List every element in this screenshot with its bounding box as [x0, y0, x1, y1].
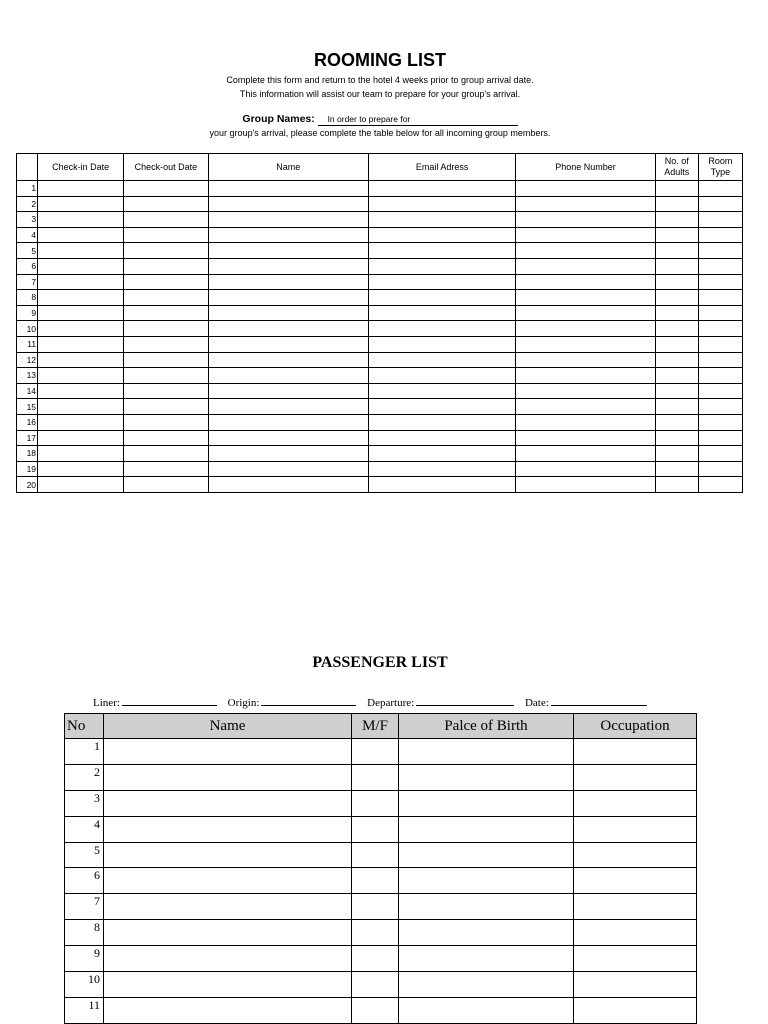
passenger-table-header: [65, 714, 697, 739]
rooming-cell[interactable]: [368, 414, 515, 430]
rooming-table-row: [17, 243, 743, 259]
rooming-cell[interactable]: [655, 477, 698, 493]
phone-number-header: Phone Number: [516, 154, 655, 181]
rooming-cell[interactable]: [516, 305, 655, 321]
rooming-cell[interactable]: [208, 461, 368, 477]
row-number: 3: [17, 212, 38, 228]
rooming-cell[interactable]: [208, 336, 368, 352]
occupation-header: Occupation: [574, 714, 697, 739]
rooming-cell[interactable]: [516, 446, 655, 462]
rooming-cell[interactable]: [208, 181, 368, 197]
row-number: 10: [17, 321, 38, 337]
rooming-table-row: [17, 181, 743, 197]
rooming-cell[interactable]: [698, 477, 742, 493]
name-header: Name: [104, 714, 352, 739]
passenger-cell[interactable]: [104, 920, 352, 946]
rooming-table: [16, 153, 743, 493]
rooming-cell[interactable]: [655, 196, 698, 212]
rooming-cell[interactable]: [208, 352, 368, 368]
row-number: 5: [17, 243, 38, 259]
passenger-cell[interactable]: [574, 946, 697, 972]
rooming-cell[interactable]: [124, 383, 208, 399]
passenger-cell[interactable]: [399, 868, 574, 894]
row-number: 15: [17, 399, 38, 415]
email-address-header: Email Adress: [368, 154, 515, 181]
rooming-table-row: [17, 305, 743, 321]
rooming-cell[interactable]: [516, 290, 655, 306]
rooming-cell[interactable]: [516, 383, 655, 399]
passenger-cell[interactable]: [399, 739, 574, 765]
passenger-table-row: [65, 920, 697, 946]
rooming-cell[interactable]: [516, 181, 655, 197]
passenger-cell[interactable]: [104, 790, 352, 816]
passenger-cell[interactable]: [399, 764, 574, 790]
rooming-table-row: [17, 430, 743, 446]
rooming-cell[interactable]: [368, 290, 515, 306]
row-number: 2: [65, 764, 104, 790]
rooming-cell[interactable]: [208, 446, 368, 462]
rooming-cell[interactable]: [368, 243, 515, 259]
rooming-cell[interactable]: [368, 274, 515, 290]
row-number: 7: [17, 274, 38, 290]
departure-field[interactable]: [416, 695, 514, 706]
rooming-table-row: [17, 290, 743, 306]
rooming-cell[interactable]: [516, 243, 655, 259]
group-names-field[interactable]: In order to prepare for: [318, 114, 518, 126]
rooming-table-row: [17, 336, 743, 352]
sex-header: M/F: [352, 714, 399, 739]
rooming-cell[interactable]: [368, 196, 515, 212]
rooming-cell[interactable]: [698, 196, 742, 212]
passenger-cell[interactable]: [104, 764, 352, 790]
rooming-cell[interactable]: [38, 212, 124, 228]
row-number: 8: [65, 920, 104, 946]
passenger-cell[interactable]: [399, 946, 574, 972]
date-label: Date:: [524, 697, 549, 709]
passenger-cell[interactable]: [574, 739, 697, 765]
rooming-cell[interactable]: [698, 336, 742, 352]
row-number: 7: [65, 894, 104, 920]
passenger-cell[interactable]: [352, 739, 399, 765]
passenger-cell[interactable]: [104, 972, 352, 998]
row-number: 14: [17, 383, 38, 399]
rooming-cell[interactable]: [368, 477, 515, 493]
rooming-table-row: [17, 196, 743, 212]
row-number: 4: [65, 816, 104, 842]
rooming-cell[interactable]: [124, 446, 208, 462]
place-of-birth-header: Palce of Birth: [399, 714, 574, 739]
rooming-table-row: [17, 321, 743, 337]
rooming-cell[interactable]: [655, 227, 698, 243]
rooming-cell[interactable]: [208, 258, 368, 274]
origin-label: Origin:: [227, 697, 260, 709]
rooming-table-row: [17, 368, 743, 384]
passenger-cell[interactable]: [104, 842, 352, 868]
passenger-meta-row: [93, 695, 655, 709]
rooming-cell[interactable]: [208, 290, 368, 306]
rooming-cell[interactable]: [124, 290, 208, 306]
rooming-cell[interactable]: [655, 352, 698, 368]
rooming-cell[interactable]: [655, 321, 698, 337]
rooming-cell[interactable]: [124, 258, 208, 274]
rooming-cell[interactable]: [124, 321, 208, 337]
rooming-cell[interactable]: [124, 227, 208, 243]
passenger-table-row: [65, 790, 697, 816]
passenger-cell[interactable]: [104, 739, 352, 765]
rooming-cell[interactable]: [698, 243, 742, 259]
rooming-cell[interactable]: [655, 414, 698, 430]
rooming-cell[interactable]: [698, 181, 742, 197]
departure-label: Departure:: [367, 697, 415, 709]
group-names-row: [0, 113, 760, 126]
number-of-adults-header: No. of Adults: [655, 154, 698, 181]
passenger-cell[interactable]: [352, 816, 399, 842]
rooming-cell[interactable]: [124, 461, 208, 477]
rooming-cell[interactable]: [124, 212, 208, 228]
rooming-cell[interactable]: [368, 461, 515, 477]
origin-field[interactable]: [261, 695, 356, 706]
row-number: 20: [17, 477, 38, 493]
passenger-table-row: [65, 972, 697, 998]
rooming-cell[interactable]: [698, 352, 742, 368]
passenger-cell[interactable]: [574, 868, 697, 894]
row-number: 17: [17, 430, 38, 446]
row-number: 1: [17, 181, 38, 197]
rooming-cell[interactable]: [38, 336, 124, 352]
rooming-cell[interactable]: [208, 243, 368, 259]
passenger-cell[interactable]: [352, 842, 399, 868]
rooming-instructions-line-1: Complete this form and return to the hotel 4 weeks prior to group arrival date.: [226, 75, 534, 85]
row-number: 19: [17, 461, 38, 477]
rooming-cell[interactable]: [516, 352, 655, 368]
rooming-cell[interactable]: [698, 258, 742, 274]
rooming-cell[interactable]: [655, 305, 698, 321]
rooming-cell[interactable]: [655, 383, 698, 399]
date-field[interactable]: [551, 695, 647, 706]
rooming-table-row: [17, 227, 743, 243]
passenger-cell[interactable]: [352, 997, 399, 1023]
rooming-cell[interactable]: [208, 414, 368, 430]
rooming-table-row: [17, 461, 743, 477]
group-names-label: Group Names:: [242, 113, 315, 125]
rooming-cell[interactable]: [655, 243, 698, 259]
row-number: 12: [17, 352, 38, 368]
liner-label: Liner:: [93, 697, 120, 709]
passenger-table-row: [65, 764, 697, 790]
rooming-cell[interactable]: [368, 212, 515, 228]
rooming-cell[interactable]: [698, 461, 742, 477]
rooming-cell[interactable]: [368, 336, 515, 352]
rooming-cell[interactable]: [38, 243, 124, 259]
rooming-table-row: [17, 383, 743, 399]
rooming-cell[interactable]: [368, 399, 515, 415]
rooming-cell[interactable]: [38, 305, 124, 321]
passenger-cell[interactable]: [574, 972, 697, 998]
passenger-cell[interactable]: [399, 972, 574, 998]
rooming-cell[interactable]: [516, 430, 655, 446]
passenger-cell[interactable]: [399, 920, 574, 946]
row-number: 11: [17, 336, 38, 352]
passenger-cell[interactable]: [352, 894, 399, 920]
row-number: 11: [65, 997, 104, 1023]
rooming-cell[interactable]: [208, 227, 368, 243]
passenger-cell[interactable]: [352, 946, 399, 972]
rooming-cell[interactable]: [124, 477, 208, 493]
rooming-cell[interactable]: [516, 414, 655, 430]
rooming-cell[interactable]: [208, 399, 368, 415]
passenger-table-row: [65, 997, 697, 1023]
rooming-instructions-line-2: This information will assist our team to prepare for your group's arrival.: [239, 89, 521, 99]
rooming-table-row: [17, 446, 743, 462]
rooming-cell[interactable]: [208, 305, 368, 321]
passenger-cell[interactable]: [399, 842, 574, 868]
rooming-cell[interactable]: [698, 446, 742, 462]
rooming-cell[interactable]: [38, 477, 124, 493]
rooming-cell[interactable]: [698, 274, 742, 290]
rooming-cell[interactable]: [368, 305, 515, 321]
passenger-table-row: [65, 868, 697, 894]
rooming-cell[interactable]: [124, 399, 208, 415]
rooming-cell[interactable]: [208, 430, 368, 446]
passenger-list-title: PASSENGER LIST: [312, 654, 448, 671]
rooming-cell[interactable]: [38, 258, 124, 274]
rooming-cell[interactable]: [368, 258, 515, 274]
rooming-table-row: [17, 477, 743, 493]
passenger-cell[interactable]: [352, 972, 399, 998]
rooming-cell[interactable]: [38, 399, 124, 415]
rooming-cell[interactable]: [655, 368, 698, 384]
row-number: 9: [17, 305, 38, 321]
row-number: 8: [17, 290, 38, 306]
rooming-cell[interactable]: [655, 336, 698, 352]
rooming-cell[interactable]: [698, 414, 742, 430]
rooming-cell[interactable]: [124, 196, 208, 212]
row-number: 6: [17, 258, 38, 274]
passenger-cell[interactable]: [574, 816, 697, 842]
rooming-cell[interactable]: [38, 352, 124, 368]
rooming-cell[interactable]: [516, 399, 655, 415]
rooming-cell[interactable]: [368, 181, 515, 197]
row-number-header: [17, 154, 38, 181]
passenger-table-row: [65, 816, 697, 842]
rooming-cell[interactable]: [38, 196, 124, 212]
rooming-table-header: [17, 154, 743, 181]
rooming-cell[interactable]: [38, 461, 124, 477]
rooming-table-row: [17, 212, 743, 228]
rooming-cell[interactable]: [516, 461, 655, 477]
rooming-cell[interactable]: [698, 321, 742, 337]
rooming-cell[interactable]: [124, 336, 208, 352]
rooming-cell[interactable]: [124, 181, 208, 197]
rooming-cell[interactable]: [38, 383, 124, 399]
rooming-cell[interactable]: [38, 274, 124, 290]
rooming-table-row: [17, 352, 743, 368]
passenger-cell[interactable]: [574, 894, 697, 920]
row-number: 10: [65, 972, 104, 998]
rooming-cell[interactable]: [698, 430, 742, 446]
check-in-date-header: Check-in Date: [38, 154, 124, 181]
rooming-cell[interactable]: [516, 321, 655, 337]
passenger-table-row: [65, 894, 697, 920]
rooming-cell[interactable]: [208, 383, 368, 399]
rooming-instructions-line-3: your group's arrival, please complete the table below for all incoming group members.: [209, 128, 551, 138]
passenger-cell[interactable]: [352, 868, 399, 894]
row-number: 16: [17, 414, 38, 430]
rooming-cell[interactable]: [516, 258, 655, 274]
rooming-cell[interactable]: [368, 352, 515, 368]
check-out-date-header: Check-out Date: [124, 154, 208, 181]
rooming-table-row: [17, 399, 743, 415]
rooming-cell[interactable]: [38, 430, 124, 446]
passenger-cell[interactable]: [574, 920, 697, 946]
rooming-cell[interactable]: [368, 321, 515, 337]
rooming-cell[interactable]: [208, 321, 368, 337]
rooming-cell[interactable]: [124, 243, 208, 259]
row-number: 4: [17, 227, 38, 243]
rooming-cell[interactable]: [124, 368, 208, 384]
passenger-table-row: [65, 739, 697, 765]
passenger-table-row: [65, 842, 697, 868]
rooming-table-body: [17, 181, 743, 493]
rooming-cell[interactable]: [698, 368, 742, 384]
passenger-cell[interactable]: [104, 816, 352, 842]
passenger-cell[interactable]: [399, 790, 574, 816]
passenger-table: [64, 713, 697, 1024]
rooming-list-title: ROOMING LIST: [314, 50, 446, 70]
row-number: 9: [65, 946, 104, 972]
room-type-header: Room Type: [698, 154, 742, 181]
row-number: 5: [65, 842, 104, 868]
rooming-cell[interactable]: [655, 290, 698, 306]
rooming-cell[interactable]: [368, 383, 515, 399]
passenger-cell[interactable]: [352, 764, 399, 790]
rooming-cell[interactable]: [368, 368, 515, 384]
passenger-cell[interactable]: [104, 946, 352, 972]
row-number: 3: [65, 790, 104, 816]
rooming-cell[interactable]: [698, 383, 742, 399]
rooming-cell[interactable]: [124, 352, 208, 368]
rooming-cell[interactable]: [38, 446, 124, 462]
rooming-cell[interactable]: [516, 212, 655, 228]
rooming-cell[interactable]: [655, 258, 698, 274]
passenger-cell[interactable]: [104, 868, 352, 894]
row-number: 6: [65, 868, 104, 894]
rooming-cell[interactable]: [208, 477, 368, 493]
rooming-cell[interactable]: [38, 414, 124, 430]
liner-field[interactable]: [122, 695, 217, 706]
passenger-cell[interactable]: [352, 920, 399, 946]
rooming-cell[interactable]: [124, 305, 208, 321]
passenger-table-row: [65, 946, 697, 972]
rooming-cell[interactable]: [516, 274, 655, 290]
passenger-cell[interactable]: [352, 790, 399, 816]
rooming-cell[interactable]: [698, 305, 742, 321]
rooming-cell[interactable]: [698, 227, 742, 243]
rooming-cell[interactable]: [516, 477, 655, 493]
rooming-cell[interactable]: [698, 212, 742, 228]
rooming-cell[interactable]: [655, 274, 698, 290]
row-number: 13: [17, 368, 38, 384]
passenger-cell[interactable]: [574, 764, 697, 790]
row-number: 2: [17, 196, 38, 212]
rooming-cell[interactable]: [516, 196, 655, 212]
rooming-cell[interactable]: [368, 446, 515, 462]
rooming-cell[interactable]: [38, 321, 124, 337]
rooming-cell[interactable]: [655, 181, 698, 197]
rooming-cell[interactable]: [516, 336, 655, 352]
rooming-cell[interactable]: [655, 399, 698, 415]
rooming-cell[interactable]: [655, 212, 698, 228]
passenger-cell[interactable]: [399, 816, 574, 842]
rooming-table-row: [17, 274, 743, 290]
rooming-cell[interactable]: [516, 227, 655, 243]
passenger-cell[interactable]: [399, 997, 574, 1023]
rooming-cell[interactable]: [208, 274, 368, 290]
rooming-cell[interactable]: [368, 227, 515, 243]
rooming-cell[interactable]: [655, 446, 698, 462]
name-header: Name: [208, 154, 368, 181]
passenger-cell[interactable]: [574, 790, 697, 816]
rooming-cell[interactable]: [655, 461, 698, 477]
rooming-cell[interactable]: [38, 227, 124, 243]
rooming-table-row: [17, 414, 743, 430]
passenger-cell[interactable]: [104, 894, 352, 920]
rooming-cell[interactable]: [124, 430, 208, 446]
rooming-cell[interactable]: [698, 290, 742, 306]
rooming-cell[interactable]: [368, 430, 515, 446]
rooming-cell[interactable]: [655, 430, 698, 446]
rooming-cell[interactable]: [208, 212, 368, 228]
passenger-cell[interactable]: [574, 997, 697, 1023]
passenger-table-body: [65, 739, 697, 1024]
rooming-cell[interactable]: [124, 274, 208, 290]
passenger-cell[interactable]: [399, 894, 574, 920]
rooming-table-row: [17, 258, 743, 274]
rooming-cell[interactable]: [516, 368, 655, 384]
row-number: 18: [17, 446, 38, 462]
rooming-cell[interactable]: [124, 414, 208, 430]
rooming-cell[interactable]: [38, 290, 124, 306]
rooming-cell[interactable]: [38, 181, 124, 197]
passenger-cell[interactable]: [104, 997, 352, 1023]
rooming-cell[interactable]: [698, 399, 742, 415]
row-number: 1: [65, 739, 104, 765]
passenger-cell[interactable]: [574, 842, 697, 868]
rooming-cell[interactable]: [208, 368, 368, 384]
rooming-cell[interactable]: [208, 196, 368, 212]
no-header: No: [65, 714, 104, 739]
rooming-cell[interactable]: [38, 368, 124, 384]
